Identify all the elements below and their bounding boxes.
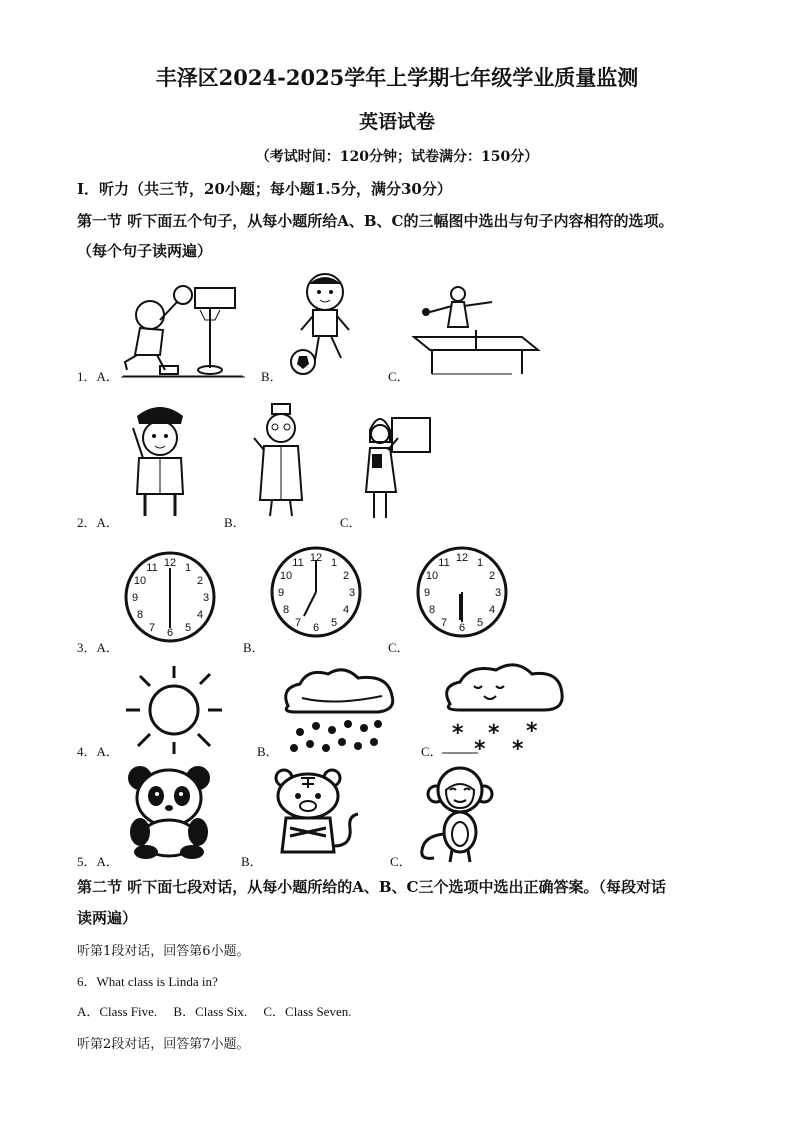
q2-label: 2．A． — [77, 515, 119, 530]
svg-text:8: 8 — [136, 609, 144, 621]
svg-text:1: 1 — [184, 562, 192, 574]
svg-text:6: 6 — [458, 622, 466, 634]
q4-option-c: C． — [421, 744, 443, 759]
svg-text:5: 5 — [330, 617, 338, 629]
svg-text:11: 11 — [146, 562, 158, 574]
svg-text:7: 7 — [440, 617, 448, 629]
svg-text:10: 10 — [279, 570, 293, 582]
page-subtitle: 英语试卷 — [358, 111, 435, 133]
svg-text:4: 4 — [196, 609, 204, 621]
page-title: 丰泽区2024-2025学年上学期七年级学业质量监测 — [155, 65, 639, 90]
part1-heading: Ⅰ．听力（共三节，20小题；每小题1.5分，满分30分） — [77, 180, 452, 198]
q2-option-b: B． — [224, 515, 246, 530]
exam-info: （考试时间：120分钟；试卷满分：150分） — [255, 149, 539, 165]
q3-label: 3．A． — [77, 640, 119, 655]
svg-text:1: 1 — [476, 557, 484, 569]
svg-text:8: 8 — [282, 604, 290, 616]
svg-text:*: * — [452, 721, 464, 746]
svg-text:9: 9 — [277, 587, 285, 599]
svg-text:*: * — [474, 737, 486, 762]
q5-option-b: B． — [241, 854, 263, 869]
svg-text:2: 2 — [342, 570, 350, 582]
svg-text:5: 5 — [476, 617, 484, 629]
svg-text:8: 8 — [428, 604, 436, 616]
q1-option-c: C． — [388, 369, 410, 384]
section2-instruction: 第二节 听下面七段对话，从每小题所给的A、B、C三个选项中选出正确答案。（每段对话 — [77, 878, 666, 896]
section1-instruction: 第一节 听下面五个句子，从每小题所给A、B、C的三幅图中选出与句子内容相符的选项。 — [77, 212, 674, 230]
section1-instruction-2: （每个句子读两遍） — [77, 242, 213, 260]
svg-text:*: * — [526, 719, 538, 744]
svg-text:*: * — [488, 721, 500, 746]
q5-option-c: C． — [390, 854, 412, 869]
question-6: 6．What class is Linda in? — [77, 974, 218, 989]
svg-text:6: 6 — [312, 622, 320, 634]
q3-option-c: C． — [388, 640, 410, 655]
q3-option-b: B． — [243, 640, 265, 655]
svg-text:5: 5 — [184, 622, 192, 634]
q4-option-b: B． — [257, 744, 279, 759]
svg-text:*: * — [512, 737, 524, 762]
q1-label: 1．A． — [77, 369, 119, 384]
svg-text:6: 6 — [166, 627, 174, 639]
question-6-options: A．Class Five. B．Class Six. C．Class Seven. — [77, 1004, 352, 1019]
svg-text:4: 4 — [488, 604, 496, 616]
svg-text:12: 12 — [309, 552, 323, 564]
svg-text:10: 10 — [133, 575, 147, 587]
svg-text:9: 9 — [131, 592, 139, 604]
svg-text:2: 2 — [488, 570, 496, 582]
svg-text:12: 12 — [455, 552, 469, 564]
svg-text:4: 4 — [342, 604, 350, 616]
svg-text:1: 1 — [330, 557, 338, 569]
svg-text:7: 7 — [294, 617, 302, 629]
dialog2-note: 听第2段对话，回答第7小题。 — [77, 1037, 250, 1052]
svg-text:11: 11 — [292, 557, 304, 569]
svg-text:9: 9 — [423, 587, 431, 599]
svg-text:3: 3 — [494, 587, 502, 599]
q4-label: 4．A． — [77, 744, 119, 759]
svg-text:12: 12 — [163, 557, 177, 569]
section2-instruction-2: 读两遍） — [77, 909, 138, 927]
svg-text:10: 10 — [425, 570, 439, 582]
q2-option-c: C． — [340, 515, 362, 530]
svg-text:2: 2 — [196, 575, 204, 587]
dialog1-note: 听第1段对话，回答第6小题。 — [77, 944, 250, 959]
svg-text:7: 7 — [148, 622, 156, 634]
svg-text:3: 3 — [202, 592, 210, 604]
svg-text:11: 11 — [438, 557, 450, 569]
q5-label: 5．A． — [77, 854, 119, 869]
svg-text:3: 3 — [348, 587, 356, 599]
q1-option-b: B． — [261, 369, 283, 384]
